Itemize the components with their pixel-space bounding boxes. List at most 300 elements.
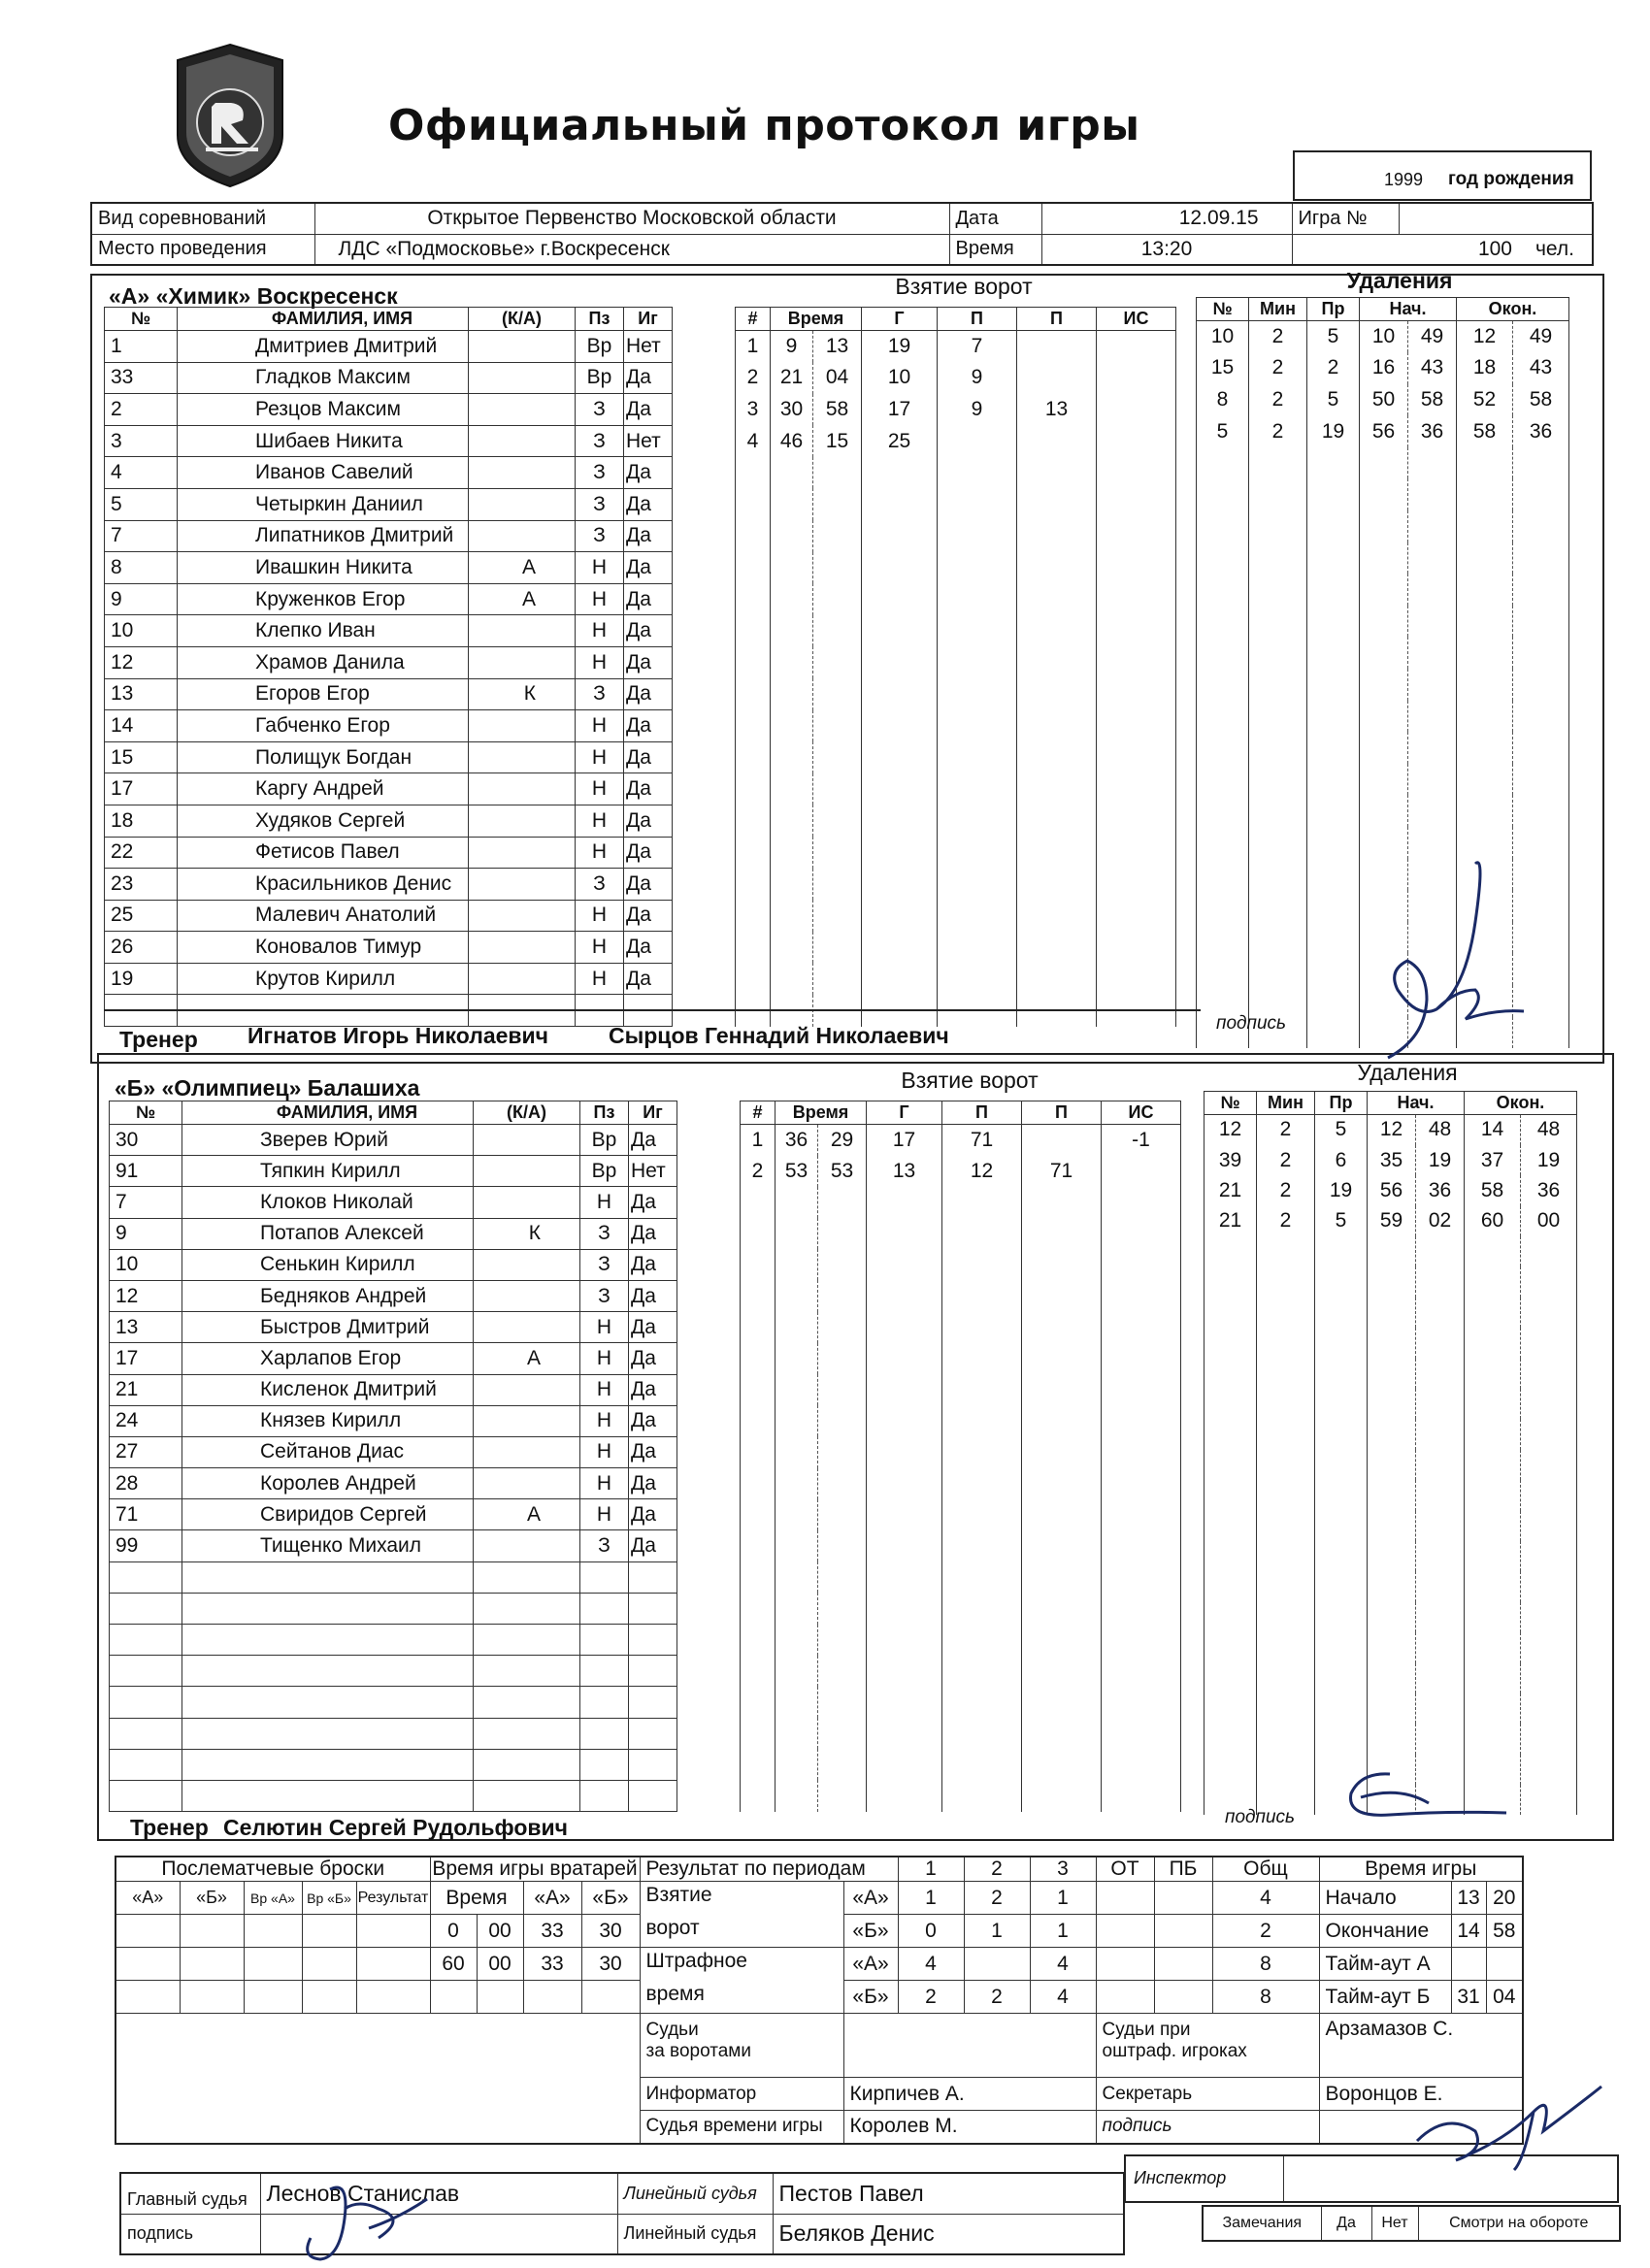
period-3-header: 3 [1030, 1857, 1096, 1882]
player-name: Каргу Андрей [178, 773, 469, 805]
roster-row [110, 1125, 677, 1156]
player-position: Н [576, 710, 624, 742]
pim-label-line2: время [645, 1983, 705, 2005]
goal-s: 15 [813, 425, 862, 457]
player-number: 26 [105, 932, 178, 964]
pen-ss [1416, 1266, 1465, 1297]
player-position [580, 1687, 629, 1718]
player-role [469, 520, 576, 552]
goal-row [741, 1718, 1181, 1749]
goal-n [741, 1749, 776, 1780]
goal-n [736, 805, 771, 837]
goal-is [1097, 963, 1176, 995]
player-played [629, 1656, 677, 1687]
goal-judges-label-line2: за воротами [645, 2041, 751, 2061]
pen-ss [1408, 859, 1457, 891]
player-name: Зверев Юрий [182, 1125, 474, 1156]
pen-no [1197, 478, 1249, 510]
pen-no [1197, 574, 1249, 606]
player-played: Да [624, 932, 673, 964]
time-value: 13:20 [1041, 234, 1292, 265]
goal-is [1102, 1436, 1181, 1467]
goal-s: 04 [813, 362, 862, 394]
player-position: Н [576, 583, 624, 615]
goalie-row2-m: 60 [430, 1948, 477, 1981]
player-played [629, 1687, 677, 1718]
player-role [474, 1156, 580, 1187]
referee-signature [260, 2214, 617, 2254]
pen-no [1204, 1266, 1257, 1297]
goalie-time-header: Время [430, 1882, 523, 1915]
roster-ka-header: (К/А) [469, 308, 576, 331]
pen-min: 2 [1249, 415, 1307, 447]
player-name: Красильников Денис [178, 869, 469, 901]
shootout-cell [356, 1915, 430, 1948]
goal-p2 [1022, 1374, 1102, 1405]
goal-row [736, 741, 1176, 773]
player-position: З [580, 1280, 629, 1311]
player-role [474, 1561, 580, 1593]
goal-p1 [938, 646, 1017, 678]
player-played: Да [624, 394, 673, 426]
timeout-a-label: Тайм-аут А [1319, 1948, 1451, 1981]
goal-row [736, 457, 1176, 489]
player-role [474, 1125, 580, 1156]
player-number: 28 [110, 1468, 182, 1499]
goal-row [741, 1530, 1181, 1561]
goal-g [862, 741, 938, 773]
penalty-row [1197, 574, 1569, 606]
goal-is [1097, 805, 1176, 837]
pen-es [1521, 1450, 1577, 1480]
pen-pr [1307, 827, 1360, 859]
goal-n [741, 1530, 776, 1561]
pen-pr [1315, 1693, 1368, 1724]
pen-em: 60 [1465, 1206, 1521, 1236]
penalty-row [1204, 1450, 1577, 1480]
player-name: Худяков Сергей [178, 805, 469, 837]
pen-min [1249, 985, 1307, 1017]
pen-sm [1360, 859, 1408, 891]
informer-value: Кирпичев А. [843, 2078, 1096, 2111]
player-role [469, 900, 576, 932]
goal-row [741, 1593, 1181, 1624]
goal-s [818, 1749, 867, 1780]
pen-ss [1416, 1541, 1465, 1571]
pen-es [1513, 542, 1569, 575]
goal-p1 [942, 1561, 1022, 1593]
goalie-row1-a: 33 [523, 1915, 581, 1948]
linesman2-label: Линейный судья [617, 2214, 773, 2254]
pen-sm [1368, 1480, 1416, 1510]
team-b-coach-row [109, 1807, 1205, 1840]
pen-pr [1315, 1755, 1368, 1785]
pen-sm [1360, 669, 1408, 701]
goal-m [776, 1656, 818, 1687]
player-name [182, 1656, 474, 1687]
pen-sm [1368, 1541, 1416, 1571]
goal-n [741, 1187, 776, 1218]
roster-row [105, 678, 673, 710]
goal-p1 [938, 552, 1017, 584]
pen-sm [1368, 1450, 1416, 1480]
team-a-signature-label: подпись [1216, 1013, 1287, 1034]
player-number [110, 1718, 182, 1749]
goal-n [741, 1468, 776, 1499]
pen-es [1513, 478, 1569, 510]
goal-m [771, 710, 813, 742]
shootout-vr-b-header: Вр «Б» [302, 1882, 356, 1915]
pen-no: 10 [1197, 321, 1249, 353]
goal-p2 [1022, 1249, 1102, 1280]
pen-em [1465, 1693, 1521, 1724]
goal-s [813, 963, 862, 995]
pen-sm [1368, 1724, 1416, 1754]
penalty-row [1204, 1236, 1577, 1266]
pen-ss [1408, 510, 1457, 542]
goal-s: 29 [818, 1125, 867, 1156]
pen-em [1465, 1236, 1521, 1266]
goal-g [867, 1187, 942, 1218]
pen-sm: 50 [1360, 384, 1408, 416]
goal-s [818, 1249, 867, 1280]
goal-is [1102, 1530, 1181, 1561]
pen-es [1521, 1298, 1577, 1328]
player-role [474, 1656, 580, 1687]
goal-s [813, 552, 862, 584]
roster-row [105, 488, 673, 520]
goal-p2 [1017, 837, 1097, 869]
pens-header-row [1197, 298, 1569, 321]
player-role [469, 615, 576, 647]
pen-pr: 5 [1307, 321, 1360, 353]
goal-is [1102, 1405, 1181, 1436]
pen-ss: 49 [1408, 321, 1457, 353]
pen-min: 2 [1257, 1175, 1315, 1205]
pen-min [1257, 1541, 1315, 1571]
goal-p1 [942, 1656, 1022, 1687]
goal-p2 [1017, 457, 1097, 489]
goal-m [771, 457, 813, 489]
player-role [474, 1249, 580, 1280]
penalty-row [1197, 606, 1569, 638]
pen-ss: 36 [1408, 415, 1457, 447]
player-number: 33 [105, 362, 178, 394]
player-position: З [576, 457, 624, 489]
goal-p1 [942, 1187, 1022, 1218]
goal-p1: 9 [938, 394, 1017, 426]
pen-ss [1408, 637, 1457, 669]
pen-min [1257, 1755, 1315, 1785]
pen-es [1513, 795, 1569, 827]
player-played [629, 1749, 677, 1780]
goal-p2 [1022, 1468, 1102, 1499]
pen-sm [1368, 1755, 1416, 1785]
pen-min [1257, 1389, 1315, 1419]
goal-is [1097, 837, 1176, 869]
pen-min [1249, 669, 1307, 701]
player-number: 18 [105, 805, 178, 837]
goalie-cell [430, 1981, 477, 2014]
goal-p2 [1022, 1312, 1102, 1343]
player-number: 3 [105, 425, 178, 457]
goal-g [862, 678, 938, 710]
goal-p2 [1017, 331, 1097, 363]
penalty-row [1197, 447, 1569, 479]
goal-row [741, 1249, 1181, 1280]
pim-team-b-label: «Б» [843, 1981, 898, 2014]
roster-table [104, 307, 673, 1027]
goal-is [1102, 1249, 1181, 1280]
player-position: Вр [580, 1156, 629, 1187]
goal-m [776, 1593, 818, 1624]
penalty-row [1204, 1755, 1577, 1785]
roster-row [105, 394, 673, 426]
player-played: Да [629, 1374, 677, 1405]
roster-row [110, 1187, 677, 1218]
player-role: К [469, 678, 576, 710]
player-played: Да [629, 1468, 677, 1499]
pen-no [1204, 1602, 1257, 1632]
pen-es [1521, 1266, 1577, 1297]
pen-pr: 6 [1315, 1145, 1368, 1175]
goal-m [776, 1530, 818, 1561]
player-role [474, 1187, 580, 1218]
roster-header-row [105, 308, 673, 331]
player-role [469, 805, 576, 837]
birth-year-label: год рождения [1448, 169, 1574, 189]
goal-is [1097, 362, 1176, 394]
pen-em [1457, 1017, 1513, 1049]
player-number: 91 [110, 1156, 182, 1187]
goal-g [867, 1374, 942, 1405]
player-number: 12 [110, 1280, 182, 1311]
shootout-cell [180, 1948, 244, 1981]
player-played: Да [629, 1343, 677, 1374]
roster-row [110, 1218, 677, 1249]
pen-em [1457, 922, 1513, 954]
pen-em [1457, 574, 1513, 606]
player-position: Н [580, 1343, 629, 1374]
team-a-goals-title: Взятие ворот [895, 274, 1033, 299]
goal-g [867, 1218, 942, 1249]
goal-n: 1 [736, 331, 771, 363]
goal-g [862, 805, 938, 837]
pen-pr [1315, 1450, 1368, 1480]
player-number: 17 [110, 1343, 182, 1374]
team-b-coach1: Селютин Сергей Рудольфович [223, 1815, 569, 1840]
goal-n [741, 1625, 776, 1656]
player-role [474, 1625, 580, 1656]
player-role: А [474, 1499, 580, 1530]
shootout-title: Послематчевые броски [116, 1857, 430, 1882]
shootout-cell [356, 1981, 430, 2014]
roster-row [105, 963, 673, 995]
time-label: Время [949, 234, 1041, 265]
pen-ss [1416, 1328, 1465, 1358]
pen-em: 18 [1457, 352, 1513, 384]
goals-label-line2: ворот [645, 1917, 700, 1939]
pen-ss [1408, 447, 1457, 479]
pen-es [1513, 510, 1569, 542]
goal-p1 [938, 869, 1017, 901]
goals-b-ot [1096, 1915, 1154, 1948]
pen-min: 2 [1249, 384, 1307, 416]
goal-p2 [1022, 1280, 1102, 1311]
player-played: Да [629, 1405, 677, 1436]
penalty-row [1204, 1359, 1577, 1389]
pen-pr [1315, 1571, 1368, 1601]
pen-no [1204, 1571, 1257, 1601]
goal-is [1097, 552, 1176, 584]
goal-m [771, 646, 813, 678]
goal-n [741, 1280, 776, 1311]
player-position: Вр [576, 331, 624, 363]
remarks-no: Нет [1371, 2206, 1418, 2241]
player-name: Храмов Данила [178, 646, 469, 678]
goal-n: 2 [741, 1156, 776, 1187]
penalty-judges-label-line2: оштраф. игроках [1102, 2041, 1247, 2061]
player-number: 1 [105, 331, 178, 363]
goal-row [741, 1436, 1181, 1467]
player-role [469, 425, 576, 457]
pen-sm [1368, 1632, 1416, 1662]
referee-label: Главный судья [120, 2173, 260, 2214]
pen-sm [1368, 1663, 1416, 1693]
penalty-row [1204, 1571, 1577, 1601]
penalty-row [1197, 384, 1569, 416]
goal-p1 [942, 1312, 1022, 1343]
pens-table [1196, 297, 1569, 1048]
pen-pr: 19 [1315, 1175, 1368, 1205]
penalty-row [1204, 1602, 1577, 1632]
goal-p2 [1017, 773, 1097, 805]
shootout-cell [302, 1948, 356, 1981]
pim-b-p3: 4 [1030, 1981, 1096, 2014]
timeout-b-m: 31 [1451, 1981, 1486, 2014]
player-role [469, 837, 576, 869]
player-position: Н [576, 741, 624, 773]
player-position: Н [576, 963, 624, 995]
pen-sm [1368, 1328, 1416, 1358]
player-played: Да [624, 615, 673, 647]
goal-row [741, 1374, 1181, 1405]
pen-ss: 02 [1416, 1206, 1465, 1236]
goal-p1 [938, 520, 1017, 552]
pen-es: 49 [1513, 321, 1569, 353]
pim-label-line1: Штрафное [645, 1950, 747, 1972]
goal-row [741, 1499, 1181, 1530]
goal-p1 [938, 678, 1017, 710]
shootout-cell [302, 1981, 356, 2014]
pen-no: 15 [1197, 352, 1249, 384]
pen-min [1249, 447, 1307, 479]
roster-row [105, 362, 673, 394]
penalty-row [1197, 922, 1569, 954]
player-position [580, 1625, 629, 1656]
player-played: Да [624, 488, 673, 520]
goal-n [736, 583, 771, 615]
goal-n: 2 [736, 362, 771, 394]
player-name: Ивашкин Никита [178, 552, 469, 584]
goal-n [736, 488, 771, 520]
roster-row [105, 805, 673, 837]
pen-es [1521, 1571, 1577, 1601]
goal-s [818, 1187, 867, 1218]
goal-m [771, 869, 813, 901]
player-number [110, 1687, 182, 1718]
pen-sm [1368, 1389, 1416, 1419]
pen-no [1204, 1632, 1257, 1662]
goal-s [813, 773, 862, 805]
pim-a-p3: 4 [1030, 1948, 1096, 1981]
pen-min-header: Мин [1257, 1092, 1315, 1115]
pen-no [1197, 985, 1249, 1017]
pen-min [1249, 953, 1307, 985]
player-number: 22 [105, 837, 178, 869]
goal-p1 [938, 741, 1017, 773]
pen-em [1457, 510, 1513, 542]
pen-es [1521, 1693, 1577, 1724]
player-role [469, 331, 576, 363]
goal-g [862, 646, 938, 678]
goal-n [736, 615, 771, 647]
goal-p1 [938, 615, 1017, 647]
player-played: Да [624, 646, 673, 678]
pen-es [1521, 1480, 1577, 1510]
player-number: 7 [110, 1187, 182, 1218]
pen-ss [1416, 1632, 1465, 1662]
pen-sm [1368, 1571, 1416, 1601]
pen-sm [1360, 447, 1408, 479]
pen-ss: 43 [1408, 352, 1457, 384]
shootout-cell [244, 1981, 302, 2014]
shootout-cell [116, 1981, 180, 2014]
pen-em [1457, 542, 1513, 575]
goal-p1 [938, 932, 1017, 964]
player-position: Н [576, 932, 624, 964]
player-position: З [576, 394, 624, 426]
player-name [182, 1625, 474, 1656]
pen-sm [1360, 478, 1408, 510]
pen-no [1197, 890, 1249, 922]
goal-n [741, 1312, 776, 1343]
goal-g [867, 1280, 942, 1311]
player-name: Иванов Савелий [178, 457, 469, 489]
date-label: Дата [949, 203, 1041, 234]
goal-g [867, 1312, 942, 1343]
referee-signature-label: подпись [120, 2214, 260, 2254]
goal-p2 [1022, 1530, 1102, 1561]
pen-no [1197, 542, 1249, 575]
goal-p2 [1022, 1718, 1102, 1749]
pen-es [1521, 1724, 1577, 1754]
pen-em [1457, 447, 1513, 479]
pen-sm: 12 [1368, 1115, 1416, 1145]
game-start-m: 20 [1486, 1882, 1523, 1915]
player-position: Н [576, 837, 624, 869]
date-value: 12.09.15 [1041, 203, 1292, 234]
goal-n-header: # [741, 1101, 776, 1125]
player-number: 12 [105, 646, 178, 678]
goal-row [741, 1405, 1181, 1436]
pen-no [1204, 1663, 1257, 1693]
period-total-header: Общ [1212, 1857, 1319, 1882]
pen-min [1249, 890, 1307, 922]
team-b-roster [109, 1101, 677, 1812]
goals-b-p3: 1 [1030, 1915, 1096, 1948]
pen-end-header: Окон. [1465, 1092, 1577, 1115]
